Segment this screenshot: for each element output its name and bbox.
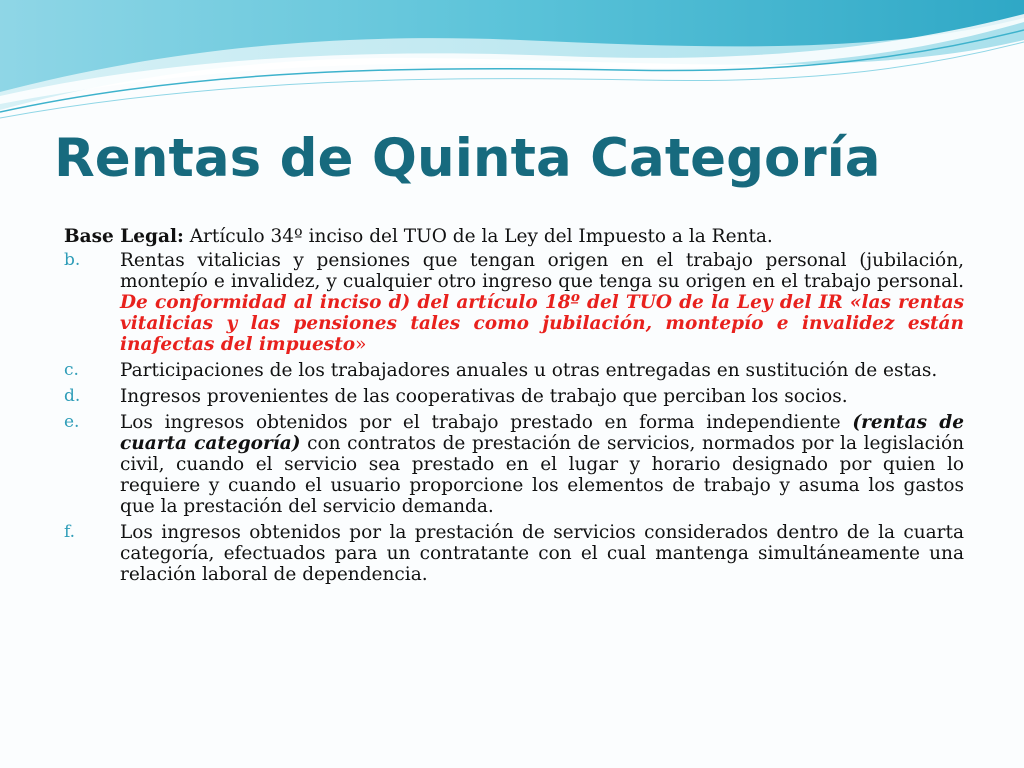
base-legal-label: Base Legal: [64,226,184,247]
list-item-text [120,250,964,355]
list-item-c [64,360,964,381]
list-item-text: Ingresos provenientes de las cooperativas de trabajo que perciban los socios. [120,386,848,407]
list-item-e [64,412,964,517]
list-item-text: Los ingresos obtenidos por la prestación de servicios considerados dentro de la cuarta categoría, efectuados para un contratante con el cual mantenga simultáneamente una relación laboral de dependencia. [120,522,964,585]
list-item-d [64,386,964,407]
base-legal-text: Artículo 34º inciso del TUO de la Ley del Impuesto a la Renta. [183,226,773,247]
item-e-bold-italic: (rentas de cuarta categoría) [120,412,964,454]
list-item-b [64,250,964,355]
slide-title: Rentas de Quinta Categoría [54,128,881,189]
list-marker: f. [64,522,76,542]
list-marker: e. [64,412,80,432]
item-b-emphasis-tail: » [355,334,367,355]
rentas-list [64,250,964,585]
item-e-text-before: Los ingresos obtenidos por el trabajo prestado en forma independiente [120,412,853,433]
list-item-text: Participaciones de los trabajadores anuales u otras entregadas en sustitución de estas. [120,360,938,381]
slide-body [64,226,964,590]
list-item-f [64,522,964,585]
list-marker: d. [64,386,81,406]
list-item-text [120,412,964,517]
item-b-emphasis: De conformidad al inciso d) del artículo 18º del TUO de la Ley del IR «las rentas vitalicias y las pensiones tales como jubilación, montepío e invalidez están inafectas del impuesto [120,292,964,355]
item-b-text: Rentas vitalicias y pensiones que tengan origen en el trabajo personal (jubilación, montepío e invalidez, y cualquier otro ingreso que tenga su origen en el trabajo personal. [120,250,964,292]
base-legal-line [64,226,964,247]
item-e-text-after: con contratos de prestación de servicios, normados por la legislación civil, cuando el servicio sea prestado en el lugar y horario designado por quien lo requiere y cuando el usuario proporcione los elementos de trabajo y asuma los gastos que la prestación del servicio demanda. [120,433,964,517]
list-marker: c. [64,360,79,380]
list-marker: b. [64,250,81,270]
header-wave-decoration [0,0,1024,130]
